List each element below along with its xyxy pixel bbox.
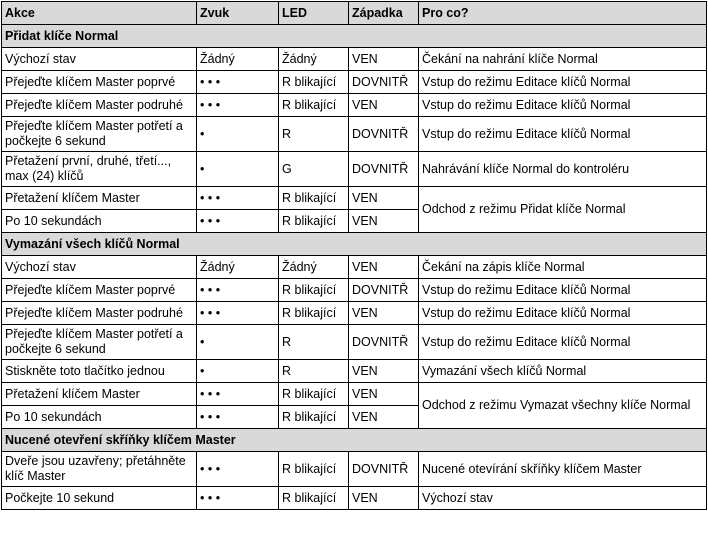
- cell-led: G: [279, 152, 349, 187]
- cell-purpose: Vstup do režimu Editace klíčů Normal: [419, 71, 707, 94]
- cell-action: Výchozí stav: [2, 48, 197, 71]
- table-row: [2, 187, 707, 210]
- section-header: [2, 429, 707, 452]
- cell-action: Přetažení klíčem Master: [2, 383, 197, 406]
- cell-led: R blikající: [279, 302, 349, 325]
- cell-sound: • • •: [197, 279, 279, 302]
- cell-action: Přejeďte klíčem Master potřetí a počkejte 6 sekund: [2, 325, 197, 360]
- cell-purpose: Výchozí stav: [419, 487, 707, 510]
- section-header: [2, 233, 707, 256]
- cell-sound: • • •: [197, 302, 279, 325]
- table-row: [2, 94, 707, 117]
- cell-led: R blikající: [279, 71, 349, 94]
- table-row: [2, 117, 707, 152]
- header-row: [2, 2, 707, 25]
- cell-sound: • • •: [197, 187, 279, 210]
- cell-latch: DOVNITŘ: [349, 71, 419, 94]
- cell-action: Přejeďte klíčem Master podruhé: [2, 302, 197, 325]
- cell-latch: VEN: [349, 256, 419, 279]
- cell-purpose: Vstup do režimu Editace klíčů Normal: [419, 279, 707, 302]
- cell-latch: VEN: [349, 406, 419, 429]
- cell-latch: VEN: [349, 487, 419, 510]
- cell-purpose: Čekání na zápis klíče Normal: [419, 256, 707, 279]
- cell-led: R blikající: [279, 452, 349, 487]
- header-sound: Zvuk: [197, 2, 279, 25]
- cell-sound: Žádný: [197, 256, 279, 279]
- cell-action: Přejeďte klíčem Master poprvé: [2, 279, 197, 302]
- table-row: [2, 383, 707, 406]
- cell-sound: • • •: [197, 487, 279, 510]
- table-row: [2, 256, 707, 279]
- key-programming-table: [1, 1, 707, 510]
- table-row: [2, 302, 707, 325]
- cell-purpose: Nucené otevírání skříňky klíčem Master: [419, 452, 707, 487]
- cell-led: Žádný: [279, 48, 349, 71]
- cell-sound: • • •: [197, 94, 279, 117]
- cell-purpose: Čekání na nahrání klíče Normal: [419, 48, 707, 71]
- cell-purpose: Odchod z režimu Přidat klíče Normal: [419, 187, 707, 233]
- cell-sound: • • •: [197, 71, 279, 94]
- table-row: [2, 48, 707, 71]
- cell-led: R: [279, 360, 349, 383]
- cell-action: Po 10 sekundách: [2, 406, 197, 429]
- cell-led: R blikající: [279, 487, 349, 510]
- section-title: Vymazání všech klíčů Normal: [2, 233, 707, 256]
- cell-led: R: [279, 325, 349, 360]
- cell-sound: • • •: [197, 383, 279, 406]
- header-latch: Západka: [349, 2, 419, 25]
- cell-led: Žádný: [279, 256, 349, 279]
- cell-action: Přetažení první, druhé, třetí..., max (24) klíčů: [2, 152, 197, 187]
- cell-action: Přejeďte klíčem Master poprvé: [2, 71, 197, 94]
- table-row: [2, 325, 707, 360]
- cell-latch: DOVNITŘ: [349, 325, 419, 360]
- cell-led: R blikající: [279, 383, 349, 406]
- cell-latch: DOVNITŘ: [349, 279, 419, 302]
- table-row: [2, 487, 707, 510]
- cell-led: R: [279, 117, 349, 152]
- cell-sound: • • •: [197, 406, 279, 429]
- cell-led: R blikající: [279, 210, 349, 233]
- cell-led: R blikající: [279, 279, 349, 302]
- cell-action: Dveře jsou uzavřeny; přetáhněte klíč Master: [2, 452, 197, 487]
- cell-led: R blikající: [279, 406, 349, 429]
- section-title: Nucené otevření skříňky klíčem Master: [2, 429, 707, 452]
- cell-led: R blikající: [279, 94, 349, 117]
- section-title: Přidat klíče Normal: [2, 25, 707, 48]
- cell-sound: • • •: [197, 210, 279, 233]
- cell-latch: VEN: [349, 94, 419, 117]
- cell-purpose: Vstup do režimu Editace klíčů Normal: [419, 117, 707, 152]
- cell-purpose: Vstup do režimu Editace klíčů Normal: [419, 94, 707, 117]
- cell-sound: Žádný: [197, 48, 279, 71]
- cell-latch: DOVNITŘ: [349, 152, 419, 187]
- cell-latch: VEN: [349, 48, 419, 71]
- cell-action: Přejeďte klíčem Master potřetí a počkejte 6 sekund: [2, 117, 197, 152]
- table-row: [2, 360, 707, 383]
- cell-latch: DOVNITŘ: [349, 117, 419, 152]
- cell-sound: •: [197, 152, 279, 187]
- header-action: Akce: [2, 2, 197, 25]
- cell-latch: VEN: [349, 302, 419, 325]
- cell-latch: VEN: [349, 360, 419, 383]
- header-purpose: Pro co?: [419, 2, 707, 25]
- cell-purpose: Vstup do režimu Editace klíčů Normal: [419, 325, 707, 360]
- table-row: [2, 279, 707, 302]
- cell-action: Přejeďte klíčem Master podruhé: [2, 94, 197, 117]
- cell-action: Výchozí stav: [2, 256, 197, 279]
- cell-purpose: Vymazání všech klíčů Normal: [419, 360, 707, 383]
- cell-latch: VEN: [349, 187, 419, 210]
- table-row: [2, 71, 707, 94]
- cell-action: Stiskněte toto tlačítko jednou: [2, 360, 197, 383]
- table-row: [2, 452, 707, 487]
- cell-latch: VEN: [349, 383, 419, 406]
- cell-purpose: Nahrávání klíče Normal do kontroléru: [419, 152, 707, 187]
- cell-purpose: Odchod z režimu Vymazat všechny klíče Normal: [419, 383, 707, 429]
- section-header: [2, 25, 707, 48]
- cell-sound: • • •: [197, 452, 279, 487]
- cell-latch: DOVNITŘ: [349, 452, 419, 487]
- cell-purpose: Vstup do režimu Editace klíčů Normal: [419, 302, 707, 325]
- cell-sound: •: [197, 360, 279, 383]
- cell-action: Po 10 sekundách: [2, 210, 197, 233]
- header-led: LED: [279, 2, 349, 25]
- cell-sound: •: [197, 325, 279, 360]
- cell-sound: •: [197, 117, 279, 152]
- cell-action: Přetažení klíčem Master: [2, 187, 197, 210]
- cell-latch: VEN: [349, 210, 419, 233]
- cell-action: Počkejte 10 sekund: [2, 487, 197, 510]
- table-row: [2, 152, 707, 187]
- cell-led: R blikající: [279, 187, 349, 210]
